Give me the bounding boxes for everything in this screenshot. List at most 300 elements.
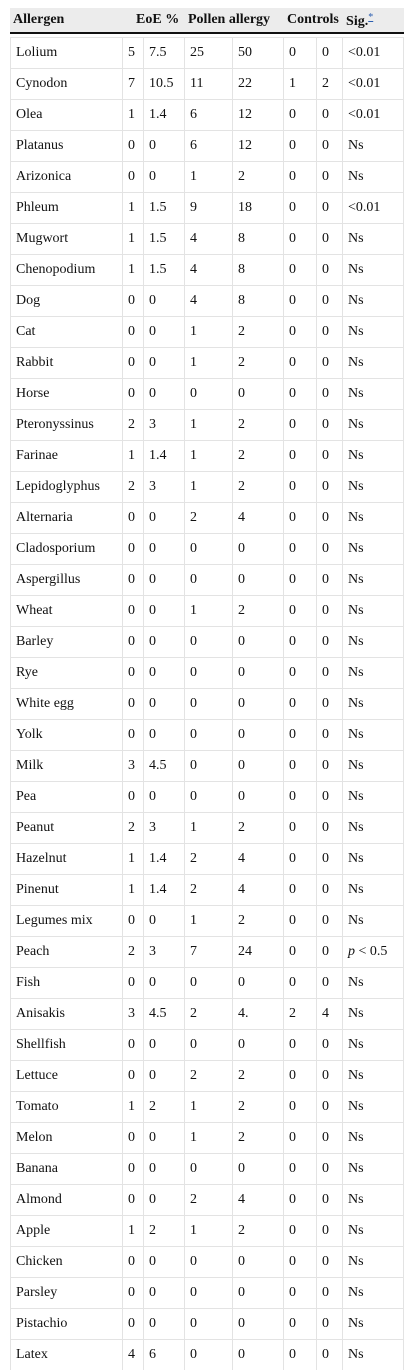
cell-controls-percent: 0 <box>317 844 343 875</box>
cell-controls-percent: 0 <box>317 906 343 937</box>
cell-eoe-percent: 1.5 <box>144 224 185 255</box>
cell-pollen-percent: 0 <box>233 782 284 813</box>
cell-significance: Ns <box>343 410 404 441</box>
cell-allergen: Lepidoglyphus <box>10 472 123 503</box>
cell-eoe-count: 2 <box>123 472 144 503</box>
cell-significance: Ns <box>343 720 404 751</box>
cell-pollen-count: 2 <box>185 844 233 875</box>
cell-allergen: Latex <box>10 1340 123 1370</box>
cell-eoe-percent: 4.5 <box>144 999 185 1030</box>
cell-significance: Ns <box>343 1247 404 1278</box>
cell-eoe-count: 0 <box>123 658 144 689</box>
cell-eoe-percent: 1.5 <box>144 255 185 286</box>
cell-allergen: Shellfish <box>10 1030 123 1061</box>
cell-controls-count: 0 <box>284 1278 317 1309</box>
cell-controls-percent: 0 <box>317 1216 343 1247</box>
cell-eoe-percent: 0 <box>144 1061 185 1092</box>
cell-eoe-percent: 4.5 <box>144 751 185 782</box>
cell-pollen-percent: 0 <box>233 565 284 596</box>
cell-controls-percent: 0 <box>317 1092 343 1123</box>
cell-pollen-percent: 8 <box>233 224 284 255</box>
cell-controls-count: 0 <box>284 255 317 286</box>
cell-pollen-count: 1 <box>185 162 233 193</box>
cell-controls-count: 0 <box>284 162 317 193</box>
cell-allergen: Farinae <box>10 441 123 472</box>
cell-eoe-percent: 3 <box>144 410 185 441</box>
cell-controls-percent: 0 <box>317 565 343 596</box>
cell-eoe-percent: 0 <box>144 1278 185 1309</box>
footnote-link[interactable]: * <box>368 11 374 23</box>
cell-controls-percent: 0 <box>317 813 343 844</box>
cell-controls-percent: 0 <box>317 875 343 906</box>
cell-allergen: Pteronyssinus <box>10 410 123 441</box>
cell-controls-count: 0 <box>284 379 317 410</box>
cell-controls-percent: 0 <box>317 1030 343 1061</box>
cell-pollen-count: 0 <box>185 1278 233 1309</box>
cell-pollen-percent: 4 <box>233 503 284 534</box>
cell-eoe-count: 0 <box>123 1030 144 1061</box>
cell-pollen-percent: 0 <box>233 1309 284 1340</box>
cell-controls-percent: 0 <box>317 1278 343 1309</box>
cell-eoe-percent: 0 <box>144 131 185 162</box>
cell-eoe-percent: 0 <box>144 1309 185 1340</box>
cell-eoe-percent: 0 <box>144 782 185 813</box>
cell-significance: Ns <box>343 1154 404 1185</box>
cell-significance: Ns <box>343 348 404 379</box>
table-row <box>10 317 404 348</box>
cell-eoe-count: 0 <box>123 1185 144 1216</box>
cell-pollen-count: 2 <box>185 999 233 1030</box>
cell-eoe-percent: 3 <box>144 472 185 503</box>
cell-controls-percent: 0 <box>317 627 343 658</box>
cell-significance: Ns <box>343 1340 404 1370</box>
cell-pollen-count: 1 <box>185 317 233 348</box>
cell-allergen: Cat <box>10 317 123 348</box>
cell-eoe-percent: 0 <box>144 1030 185 1061</box>
cell-eoe-percent: 1.4 <box>144 441 185 472</box>
cell-allergen: Legumes mix <box>10 906 123 937</box>
cell-pollen-count: 0 <box>185 968 233 999</box>
cell-pollen-count: 0 <box>185 720 233 751</box>
cell-eoe-count: 0 <box>123 1309 144 1340</box>
cell-controls-count: 0 <box>284 844 317 875</box>
cell-pollen-count: 0 <box>185 627 233 658</box>
cell-controls-percent: 0 <box>317 131 343 162</box>
table-row <box>10 100 404 131</box>
cell-pollen-percent: 0 <box>233 720 284 751</box>
cell-controls-percent: 0 <box>317 348 343 379</box>
cell-controls-count: 0 <box>284 1154 317 1185</box>
cell-eoe-count: 3 <box>123 751 144 782</box>
cell-eoe-count: 0 <box>123 534 144 565</box>
cell-pollen-percent: 2 <box>233 410 284 441</box>
cell-controls-count: 0 <box>284 1061 317 1092</box>
cell-pollen-count: 0 <box>185 751 233 782</box>
cell-pollen-count: 4 <box>185 224 233 255</box>
cell-significance: Ns <box>343 534 404 565</box>
cell-significance: Ns <box>343 503 404 534</box>
cell-eoe-count: 1 <box>123 193 144 224</box>
table-row <box>10 379 404 410</box>
cell-eoe-count: 7 <box>123 69 144 100</box>
cell-allergen: Lolium <box>10 37 123 69</box>
table-header <box>10 8 404 34</box>
table-row <box>10 720 404 751</box>
cell-allergen: Barley <box>10 627 123 658</box>
cell-allergen: Anisakis <box>10 999 123 1030</box>
table-row <box>10 937 404 968</box>
table-row <box>10 503 404 534</box>
cell-eoe-count: 0 <box>123 1278 144 1309</box>
cell-eoe-percent: 0 <box>144 596 185 627</box>
cell-allergen: Apple <box>10 1216 123 1247</box>
table-row <box>10 968 404 999</box>
cell-controls-count: 0 <box>284 596 317 627</box>
cell-eoe-percent: 0 <box>144 162 185 193</box>
cell-allergen: Cladosporium <box>10 534 123 565</box>
header-controls: Controls <box>284 8 343 34</box>
cell-controls-count: 0 <box>284 100 317 131</box>
cell-allergen: Chenopodium <box>10 255 123 286</box>
cell-allergen: Tomato <box>10 1092 123 1123</box>
cell-eoe-count: 0 <box>123 317 144 348</box>
cell-controls-count: 0 <box>284 1247 317 1278</box>
cell-significance <box>343 937 404 968</box>
cell-significance: Ns <box>343 162 404 193</box>
cell-controls-count: 0 <box>284 348 317 379</box>
cell-pollen-count: 0 <box>185 1309 233 1340</box>
cell-pollen-percent: 12 <box>233 131 284 162</box>
cell-allergen: Platanus <box>10 131 123 162</box>
cell-pollen-percent: 0 <box>233 534 284 565</box>
cell-significance: Ns <box>343 782 404 813</box>
cell-pollen-count: 25 <box>185 37 233 69</box>
cell-allergen: Alternaria <box>10 503 123 534</box>
cell-allergen: Arizonica <box>10 162 123 193</box>
cell-significance: Ns <box>343 1278 404 1309</box>
cell-eoe-count: 0 <box>123 1154 144 1185</box>
cell-pollen-percent: 22 <box>233 69 284 100</box>
cell-eoe-count: 0 <box>123 596 144 627</box>
table-row <box>10 348 404 379</box>
cell-significance: Ns <box>343 844 404 875</box>
cell-controls-percent: 0 <box>317 162 343 193</box>
cell-allergen: Pinenut <box>10 875 123 906</box>
cell-significance: Ns <box>343 379 404 410</box>
cell-significance: Ns <box>343 565 404 596</box>
cell-pollen-count: 1 <box>185 472 233 503</box>
cell-pollen-count: 0 <box>185 534 233 565</box>
table-body <box>10 37 404 1370</box>
cell-significance: Ns <box>343 1123 404 1154</box>
cell-significance: <0.01 <box>343 100 404 131</box>
cell-eoe-percent: 0 <box>144 286 185 317</box>
table-row <box>10 162 404 193</box>
cell-controls-count: 0 <box>284 534 317 565</box>
cell-pollen-percent: 0 <box>233 627 284 658</box>
cell-pollen-count: 1 <box>185 348 233 379</box>
cell-allergen: Rabbit <box>10 348 123 379</box>
table-row <box>10 69 404 100</box>
table-row <box>10 37 404 69</box>
cell-controls-count: 0 <box>284 131 317 162</box>
cell-pollen-count: 0 <box>185 1340 233 1370</box>
cell-controls-count: 0 <box>284 1030 317 1061</box>
cell-controls-percent: 0 <box>317 751 343 782</box>
cell-pollen-percent: 24 <box>233 937 284 968</box>
table-row <box>10 596 404 627</box>
cell-eoe-percent: 1.4 <box>144 844 185 875</box>
cell-significance: <0.01 <box>343 193 404 224</box>
cell-significance: Ns <box>343 875 404 906</box>
cell-eoe-count: 0 <box>123 162 144 193</box>
cell-pollen-percent: 12 <box>233 100 284 131</box>
cell-pollen-count: 0 <box>185 658 233 689</box>
cell-pollen-percent: 0 <box>233 689 284 720</box>
cell-controls-percent: 0 <box>317 193 343 224</box>
table-row <box>10 751 404 782</box>
cell-pollen-count: 0 <box>185 1030 233 1061</box>
cell-significance: Ns <box>343 441 404 472</box>
cell-significance: Ns <box>343 317 404 348</box>
cell-allergen: Hazelnut <box>10 844 123 875</box>
cell-controls-percent: 0 <box>317 1340 343 1370</box>
header-allergen: Allergen <box>10 8 123 34</box>
cell-pollen-percent: 2 <box>233 472 284 503</box>
header-percent: % <box>165 12 180 27</box>
cell-pollen-percent: 0 <box>233 1278 284 1309</box>
header-eoe <box>123 8 185 34</box>
cell-eoe-percent: 3 <box>144 937 185 968</box>
cell-significance: Ns <box>343 131 404 162</box>
table-row <box>10 286 404 317</box>
cell-eoe-count: 1 <box>123 1092 144 1123</box>
cell-eoe-percent: 1.4 <box>144 100 185 131</box>
cell-significance: Ns <box>343 596 404 627</box>
cell-pollen-percent: 0 <box>233 1247 284 1278</box>
cell-controls-percent: 0 <box>317 100 343 131</box>
cell-significance: <0.01 <box>343 69 404 100</box>
cell-controls-count: 0 <box>284 906 317 937</box>
cell-eoe-percent: 0 <box>144 1185 185 1216</box>
table-row <box>10 658 404 689</box>
cell-allergen: Horse <box>10 379 123 410</box>
cell-significance: Ns <box>343 689 404 720</box>
cell-controls-count: 0 <box>284 441 317 472</box>
cell-significance: Ns <box>343 1185 404 1216</box>
cell-significance: Ns <box>343 472 404 503</box>
cell-eoe-count: 2 <box>123 813 144 844</box>
cell-eoe-percent: 2 <box>144 1216 185 1247</box>
cell-eoe-percent: 0 <box>144 968 185 999</box>
cell-allergen: Milk <box>10 751 123 782</box>
cell-pollen-count: 9 <box>185 193 233 224</box>
cell-eoe-count: 1 <box>123 441 144 472</box>
cell-allergen: Aspergillus <box>10 565 123 596</box>
cell-controls-count: 0 <box>284 751 317 782</box>
cell-pollen-percent: 2 <box>233 1061 284 1092</box>
cell-pollen-count: 2 <box>185 1061 233 1092</box>
cell-eoe-percent: 2 <box>144 1092 185 1123</box>
cell-controls-percent: 0 <box>317 1154 343 1185</box>
table-row <box>10 565 404 596</box>
cell-eoe-percent: 0 <box>144 317 185 348</box>
table-row <box>10 1061 404 1092</box>
cell-eoe-count: 0 <box>123 720 144 751</box>
cell-pollen-percent: 4. <box>233 999 284 1030</box>
cell-eoe-count: 1 <box>123 255 144 286</box>
cell-pollen-count: 11 <box>185 69 233 100</box>
cell-eoe-count: 0 <box>123 565 144 596</box>
cell-pollen-count: 2 <box>185 875 233 906</box>
cell-pollen-percent: 2 <box>233 813 284 844</box>
cell-pollen-percent: 0 <box>233 1154 284 1185</box>
table-row <box>10 844 404 875</box>
cell-controls-count: 0 <box>284 720 317 751</box>
cell-pollen-percent: 2 <box>233 1123 284 1154</box>
cell-significance: Ns <box>343 1030 404 1061</box>
cell-controls-count: 0 <box>284 1340 317 1370</box>
table-row <box>10 534 404 565</box>
cell-eoe-count: 4 <box>123 1340 144 1370</box>
cell-pollen-percent: 8 <box>233 286 284 317</box>
cell-controls-count: 0 <box>284 1216 317 1247</box>
cell-controls-percent: 0 <box>317 1061 343 1092</box>
table-row <box>10 410 404 441</box>
cell-allergen: Wheat <box>10 596 123 627</box>
cell-pollen-percent: 0 <box>233 751 284 782</box>
cell-controls-percent: 0 <box>317 410 343 441</box>
cell-pollen-percent: 2 <box>233 906 284 937</box>
cell-allergen: Fish <box>10 968 123 999</box>
table-row <box>10 1123 404 1154</box>
cell-significance: Ns <box>343 627 404 658</box>
cell-allergen: Cynodon <box>10 69 123 100</box>
cell-allergen: Peanut <box>10 813 123 844</box>
cell-allergen: Parsley <box>10 1278 123 1309</box>
cell-controls-percent: 0 <box>317 1309 343 1340</box>
cell-pollen-percent: 2 <box>233 1092 284 1123</box>
table-row <box>10 1185 404 1216</box>
cell-eoe-count: 1 <box>123 224 144 255</box>
cell-pollen-percent: 0 <box>233 379 284 410</box>
cell-pollen-count: 1 <box>185 906 233 937</box>
cell-controls-count: 0 <box>284 689 317 720</box>
cell-pollen-count: 1 <box>185 596 233 627</box>
cell-controls-count: 0 <box>284 286 317 317</box>
header-sig: Sig.* <box>343 8 404 34</box>
cell-pollen-count: 0 <box>185 565 233 596</box>
cell-controls-percent: 0 <box>317 689 343 720</box>
cell-controls-count: 1 <box>284 69 317 100</box>
table-row <box>10 689 404 720</box>
cell-pollen-count: 1 <box>185 410 233 441</box>
cell-pollen-percent: 0 <box>233 968 284 999</box>
cell-controls-percent: 0 <box>317 937 343 968</box>
cell-controls-percent: 0 <box>317 379 343 410</box>
cell-pollen-count: 0 <box>185 782 233 813</box>
cell-controls-percent: 0 <box>317 720 343 751</box>
cell-pollen-count: 1 <box>185 1092 233 1123</box>
cell-pollen-percent: 2 <box>233 348 284 379</box>
cell-controls-percent: 0 <box>317 782 343 813</box>
cell-controls-percent: 0 <box>317 224 343 255</box>
table-row <box>10 906 404 937</box>
cell-pollen-count: 1 <box>185 441 233 472</box>
header-pollen-allergy: Pollen allergy <box>185 8 284 34</box>
cell-pollen-percent: 0 <box>233 1340 284 1370</box>
cell-controls-count: 0 <box>284 410 317 441</box>
allergen-sensitization-table <box>10 8 404 1370</box>
cell-pollen-percent: 4 <box>233 1185 284 1216</box>
table-row <box>10 999 404 1030</box>
cell-controls-count: 0 <box>284 565 317 596</box>
cell-controls-count: 0 <box>284 875 317 906</box>
cell-pollen-percent: 50 <box>233 37 284 69</box>
table-row <box>10 1309 404 1340</box>
table-row <box>10 441 404 472</box>
cell-eoe-percent: 10.5 <box>144 69 185 100</box>
cell-allergen: Olea <box>10 100 123 131</box>
header-eoe-label: EoE <box>136 12 162 27</box>
cell-significance: Ns <box>343 658 404 689</box>
cell-significance: Ns <box>343 751 404 782</box>
cell-significance: Ns <box>343 999 404 1030</box>
cell-significance: <0.01 <box>343 37 404 69</box>
cell-significance: Ns <box>343 968 404 999</box>
cell-eoe-count: 3 <box>123 999 144 1030</box>
cell-controls-count: 0 <box>284 782 317 813</box>
table-row <box>10 813 404 844</box>
cell-eoe-percent: 0 <box>144 1247 185 1278</box>
cell-controls-count: 2 <box>284 999 317 1030</box>
table-row <box>10 1154 404 1185</box>
cell-pollen-percent: 8 <box>233 255 284 286</box>
table-row <box>10 875 404 906</box>
table-row <box>10 224 404 255</box>
cell-eoe-count: 0 <box>123 968 144 999</box>
cell-eoe-percent: 0 <box>144 503 185 534</box>
cell-pollen-percent: 2 <box>233 317 284 348</box>
cell-controls-percent: 0 <box>317 255 343 286</box>
cell-controls-count: 0 <box>284 503 317 534</box>
cell-controls-percent: 0 <box>317 1123 343 1154</box>
cell-allergen: Chicken <box>10 1247 123 1278</box>
cell-controls-count: 0 <box>284 37 317 69</box>
cell-pollen-percent: 18 <box>233 193 284 224</box>
cell-controls-percent: 2 <box>317 69 343 100</box>
cell-controls-percent: 0 <box>317 37 343 69</box>
cell-pollen-count: 2 <box>185 503 233 534</box>
cell-eoe-percent: 0 <box>144 689 185 720</box>
cell-eoe-count: 5 <box>123 37 144 69</box>
cell-eoe-percent: 0 <box>144 534 185 565</box>
cell-allergen: Pea <box>10 782 123 813</box>
cell-controls-percent: 0 <box>317 317 343 348</box>
table-row <box>10 472 404 503</box>
cell-allergen: Phleum <box>10 193 123 224</box>
cell-eoe-count: 2 <box>123 937 144 968</box>
cell-allergen: Peach <box>10 937 123 968</box>
cell-controls-percent: 0 <box>317 1247 343 1278</box>
cell-pollen-count: 6 <box>185 100 233 131</box>
cell-eoe-percent: 7.5 <box>144 37 185 69</box>
table-row <box>10 1216 404 1247</box>
cell-controls-count: 0 <box>284 472 317 503</box>
cell-controls-percent: 0 <box>317 968 343 999</box>
cell-eoe-count: 1 <box>123 1216 144 1247</box>
cell-controls-count: 0 <box>284 1092 317 1123</box>
